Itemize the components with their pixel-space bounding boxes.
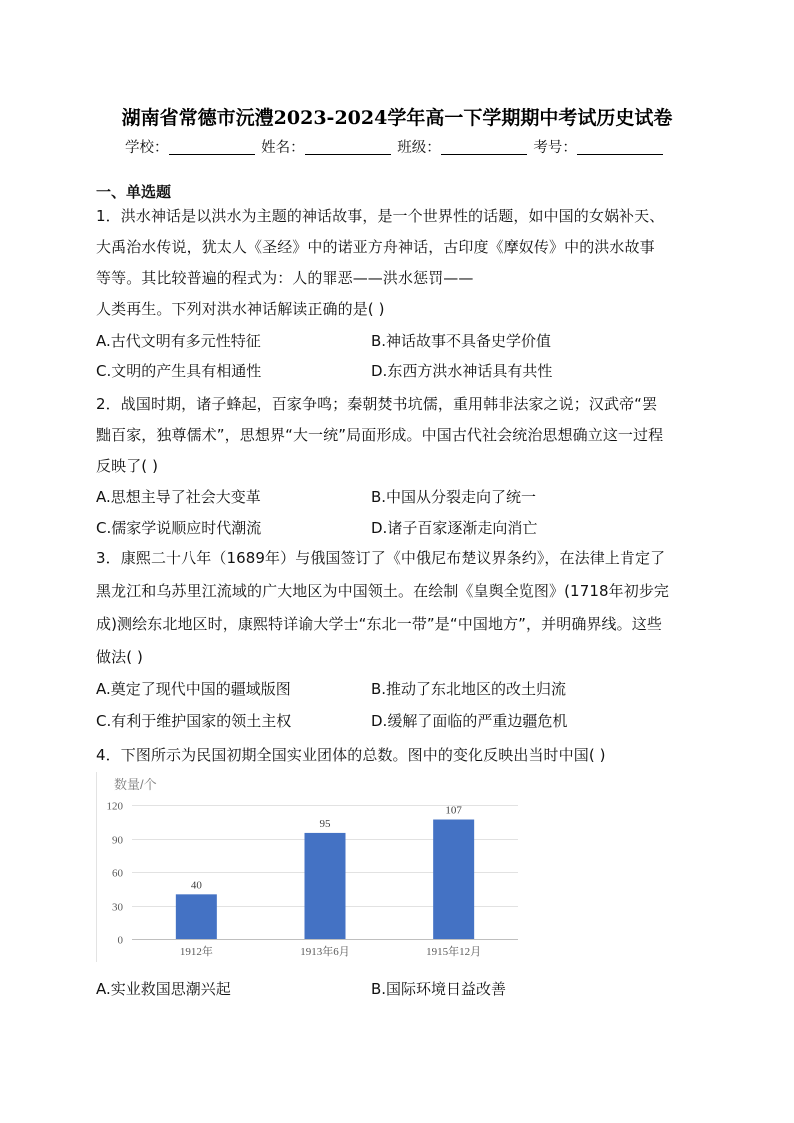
class-label: 班级：	[397, 140, 441, 156]
question-2-option-a[interactable]: A.思想主导了社会大变革	[96, 488, 261, 506]
student-info-line	[125, 136, 665, 157]
bar-chart-svg	[96, 772, 522, 962]
x-tick-label: 1912年	[179, 946, 213, 958]
question-1-option-a[interactable]: A.古代文明有多元性特征	[96, 332, 261, 350]
y-tick-label: 90	[112, 834, 123, 847]
question-1-line-2: 大禹治水传说，犹太人《圣经》中的诺亚方舟神话，古印度《摩奴传》中的洪水故事	[96, 238, 655, 256]
name-blank[interactable]	[305, 140, 391, 155]
question-2-line-3: 反映了( )	[96, 457, 159, 475]
question-1-line-1: 1．洪水神话是以洪水为主题的神话故事，是一个世界性的话题，如中国的女娲补天、	[96, 207, 665, 225]
question-1-option-c[interactable]: C.文明的产生具有相通性	[96, 362, 262, 380]
school-blank[interactable]	[169, 140, 255, 155]
y-tick-label: 60	[112, 867, 123, 880]
name-label: 姓名：	[261, 140, 305, 156]
question-3-line-2: 黑龙江和乌苏里江流域的广大地区为中国领土。在绘制《皇舆全览图》(1718年初步完	[96, 582, 670, 600]
data-label: 107	[445, 804, 462, 817]
bar	[305, 833, 346, 939]
question-1-option-d[interactable]: D.东西方洪水神话具有共性	[371, 362, 553, 380]
question-4-option-b[interactable]: B.国际环境日益改善	[371, 980, 507, 998]
question-3-line-3: 成)测绘东北地区时，康熙特详谕大学士“东北一带”是“中国地方”，并明确界线。这些	[96, 615, 662, 633]
question-1-line-3: 等等。其比较普遍的程式为：人的罪恶——洪水惩罚——	[96, 269, 474, 287]
y-axis-title: 数量/个	[114, 777, 157, 792]
exam-number-blank[interactable]	[577, 140, 663, 155]
question-2-option-d[interactable]: D.诸子百家逐渐走向消亡	[371, 519, 538, 537]
question-3-line-4: 做法( )	[96, 648, 143, 666]
y-tick-label: 120	[106, 800, 123, 813]
question-3-option-a[interactable]: A.奠定了现代中国的疆域版图	[96, 680, 291, 698]
y-tick-label: 30	[112, 901, 123, 914]
bar-chart	[96, 772, 522, 962]
school-label: 学校：	[125, 140, 169, 156]
data-label: 40	[190, 879, 202, 892]
class-blank[interactable]	[441, 140, 527, 155]
question-2-line-2: 黜百家，独尊儒术”，思想界“大一统”局面形成。中国古代社会统治思想确立这一过程	[96, 426, 664, 444]
question-2-option-b[interactable]: B.中国从分裂走向了统一	[371, 488, 537, 506]
page-title: 湖南省常德市沅澧2023-2024学年高一下学期期中考试历史试卷	[121, 107, 673, 129]
data-label: 95	[319, 817, 331, 830]
question-3-option-d[interactable]: D.缓解了面临的严重边疆危机	[371, 712, 568, 730]
question-1-option-b[interactable]: B.神话故事不具备史学价值	[371, 332, 552, 350]
question-2-line-1: 2．战国时期，诸子蜂起，百家争鸣；秦朝焚书坑儒，重用韩非法家之说；汉武帝“罢	[96, 395, 658, 413]
section-title: 一、单选题	[96, 183, 172, 201]
question-1-line-4: 人类再生。下列对洪水神话解读正确的是( )	[96, 300, 385, 318]
question-3-option-c[interactable]: C.有利于维护国家的领土主权	[96, 712, 292, 730]
question-4-option-a[interactable]: A.实业救国思潮兴起	[96, 980, 231, 998]
question-2-option-c[interactable]: C.儒家学说顺应时代潮流	[96, 519, 262, 537]
y-tick-label: 0	[117, 934, 123, 947]
x-tick-label: 1915年12月	[426, 946, 482, 958]
question-3-option-b[interactable]: B.推动了东北地区的改土归流	[371, 680, 567, 698]
bar	[433, 820, 474, 939]
bar	[176, 894, 217, 939]
question-4-line-1: 4．下图所示为民国初期全国实业团体的总数。图中的变化反映出当时中国( )	[96, 746, 606, 764]
x-tick-label: 1913年6月	[300, 946, 350, 958]
exam-number-label: 考号：	[533, 140, 577, 156]
question-3-line-1: 3．康熙二十八年（1689年）与俄国签订了《中俄尼布楚议界条约》，在法律上肯定了	[96, 549, 666, 567]
